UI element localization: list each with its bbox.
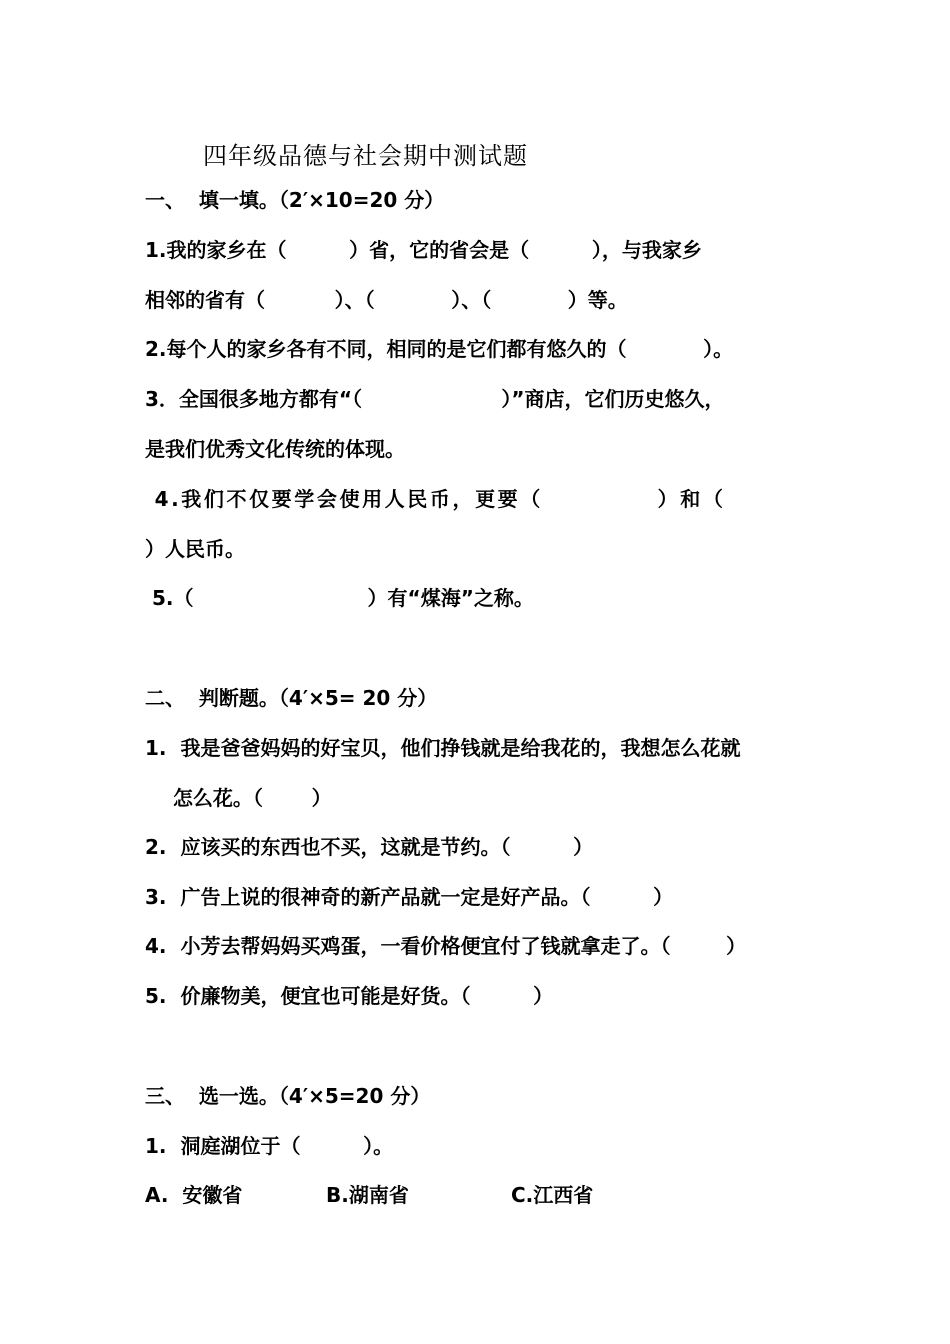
section-1-heading: 一、 填一填。（2′×10=20 分）	[145, 188, 445, 212]
section-3-heading: 三、 选一选。（4′×5=20 分）	[145, 1084, 431, 1108]
question-line: 4. 小芳去帮妈妈买鸡蛋，一看价格便宜付了钱就拿走了。（ ）	[145, 934, 747, 958]
question-line: 2. 应该买的东西也不买，这就是节约。（ ）	[145, 835, 594, 859]
option-a: A. 安徽省	[145, 1183, 243, 1207]
section-2-heading: 二、 判断题。（4′×5= 20 分）	[145, 686, 438, 710]
question-line: 5.（ ）有“煤海”之称。	[145, 586, 534, 610]
question-line: 4.我们不仅要学会使用人民币，更要（ ）和（	[145, 487, 726, 511]
question-line: 3．全国很多地方都有“（ ）”商店，它们历史悠久，	[145, 387, 725, 411]
question-line: 怎么花。（ ）	[145, 786, 332, 810]
question-line: 1.我的家乡在（ ）省，它的省会是（ ），与我家乡	[145, 238, 702, 262]
question-line: 5. 价廉物美，便宜也可能是好货。（ ）	[145, 984, 554, 1008]
question-line: 是我们优秀文化传统的体现。	[145, 437, 405, 461]
option-b: B.湖南省	[326, 1183, 409, 1207]
question-line: 相邻的省有（ ）、（ ）、（ ）等。	[145, 288, 628, 312]
option-c: C.江西省	[511, 1183, 594, 1207]
question-line: 2.每个人的家乡各有不同，相同的是它们都有悠久的（ ）。	[145, 337, 734, 361]
question-line: 1. 洞庭湖位于（ ）。	[145, 1134, 394, 1158]
question-line: ）人民币。	[145, 537, 245, 561]
question-line: 1. 我是爸爸妈妈的好宝贝，他们挣钱就是给我花的，我想怎么花就	[145, 736, 741, 760]
question-line: 3. 广告上说的很神奇的新产品就一定是好产品。（ ）	[145, 885, 674, 909]
page-title: 四年级品德与社会期中测试题	[203, 142, 528, 170]
